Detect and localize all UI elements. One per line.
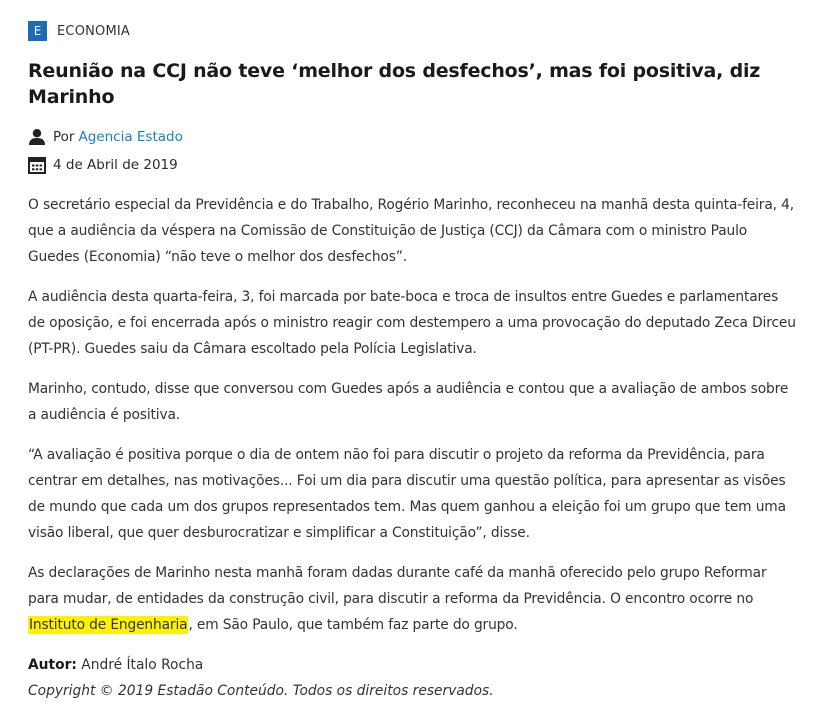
article — [28, 20, 798, 704]
author-link[interactable]: Agencia Estado — [78, 129, 183, 145]
paragraph: “A avaliação é positiva porque o dia de ontem não foi para discutir o projeto da reforma da Previdência, para centrar em detalhes, nas motivações... Foi um dia para discutir uma questão política, para apresentar as visões de mundo que cada um dos grupos representados tem. Mas quem ganhou a eleição foi um grupo que tem uma visão liberal, que quer desburocratizar e simplificar a Constituição”, disse. — [28, 447, 786, 541]
article-body — [28, 192, 798, 638]
credit-name: André Ítalo Rocha — [81, 657, 204, 673]
paragraph-last — [28, 560, 798, 638]
byline-prefix: Por — [53, 129, 75, 145]
publish-date — [28, 155, 798, 175]
copyright-notice: Copyright © 2019 Estadão Conteúdo. Todos os direitos reservados. — [28, 683, 494, 699]
paragraph-text-after: , em São Paulo, que também faz parte do grupo. — [188, 617, 518, 633]
article-title: Reunião na CCJ não teve ‘melhor dos desfechos’, mas foi positiva, diz Marinho — [28, 60, 761, 108]
credit-label: Autor: — [28, 657, 77, 673]
date-text: 4 de Abril de 2019 — [53, 157, 178, 173]
highlighted-text: Instituto de Engenharia — [29, 617, 188, 633]
paragraph: A audiência desta quarta-feira, 3, foi marcada por bate-boca e troca de insultos entre Guedes e parlamentares de oposição, e foi encerrada após o ministro reagir com destempero a uma provocação do deputado Zeca Dirceu (PT-PR). Guedes saiu da Câmara escoltado pela Polícia Legislativa. — [28, 289, 796, 357]
author-credit — [28, 652, 798, 678]
category-badge: E — [28, 21, 47, 41]
paragraph-text-before: As declarações de Marinho nesta manhã foram dadas durante café da manhã oferecido pelo grupo Reformar para mudar, de entidades da construção civil, para discutir a reforma da Previdência. O encontro ocorre no — [28, 565, 767, 607]
paragraph: Marinho, contudo, disse que conversou com Guedes após a audiência e contou que a avaliação de ambos sobre a audiência é positiva. — [28, 381, 789, 423]
byline — [28, 127, 798, 147]
paragraph: O secretário especial da Previdência e do Trabalho, Rogério Marinho, reconheceu na manhã desta quinta-feira, 4, que a audiência da véspera na Comissão de Constituição de Justiça (CCJ) da Câmara com o ministro Paulo Guedes (Economia) “não teve o melhor dos desfechos”. — [28, 197, 794, 265]
calendar-icon — [28, 156, 46, 174]
category-tag[interactable] — [28, 20, 798, 42]
user-icon — [28, 128, 46, 146]
category-label[interactable]: ECONOMIA — [57, 23, 131, 39]
